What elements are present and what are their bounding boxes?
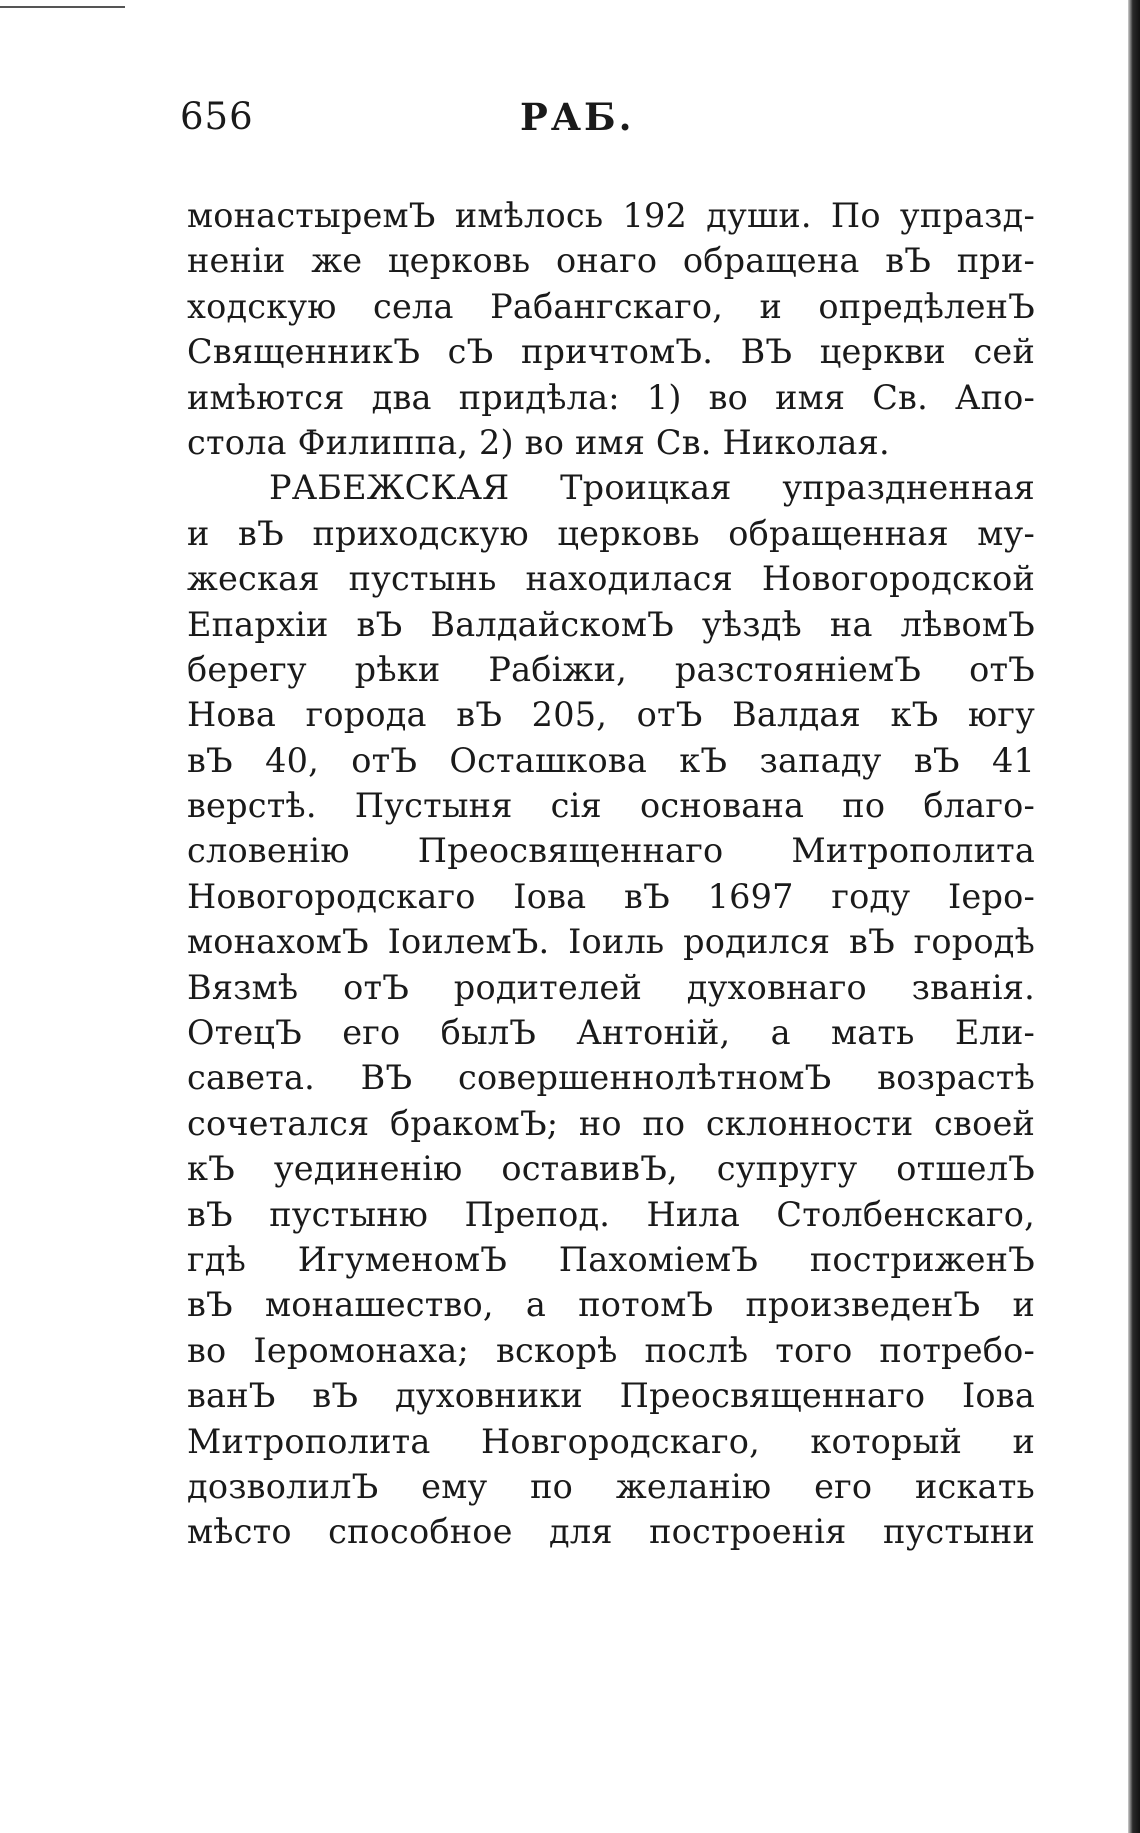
text-line: Нова города вЪ 205, отЪ Валдая кЪ югу	[187, 695, 1035, 735]
text-line: монахомЪ ІоилемЪ. Іоиль родился вЪ городѣ	[187, 922, 1035, 962]
text-line: Митрополита Новгородскаго, который и	[187, 1421, 1035, 1461]
text-line: словенію Преосвященнаго Митрополита	[187, 831, 1035, 871]
text-line: Епархіи вЪ ВалдайскомЪ уѣздѣ на лѣвомЪ	[187, 604, 1035, 644]
text-line: берегу рѣки Рабіжи, разстояніемЪ отЪ	[187, 649, 1035, 689]
text-line: вЪ монашество, а потомЪ произведенЪ и	[187, 1285, 1035, 1325]
running-head: РАБ.	[520, 95, 635, 139]
page-spine-edge	[1128, 0, 1140, 1833]
text-line: гдѣ ИгуменомЪ ПахоміемЪ постриженЪ	[187, 1239, 1035, 1279]
text-line: дозволилЪ ему по желанію его искать	[187, 1466, 1035, 1506]
text-line: савета. ВЪ совершеннолѣтномЪ возрастѣ	[187, 1058, 1035, 1098]
text-line: жеская пустынь находилася Новогородской	[187, 559, 1035, 599]
text-line: стола Филиппа, 2) во имя Св. Николая.	[187, 422, 890, 462]
text-line: ходскую села Рабангскаго, и опредѣленЪ	[187, 286, 1035, 326]
text-line: ванЪ вЪ духовники Преосвященнаго Іова	[187, 1376, 1035, 1416]
text-line: неніи же церковь онаго обращена вЪ при-	[187, 241, 1035, 281]
top-rule	[0, 6, 125, 8]
text-line: РАБЕЖСКАЯ Троицкая упраздненная	[269, 468, 1035, 508]
text-line: сочетался бракомЪ; но по склонности своей	[187, 1103, 1035, 1143]
text-line: верстѣ. Пустыня сія основана по благо-	[187, 786, 1035, 826]
text-line: во Іеромонаха; вскорѣ послѣ того потребо-	[187, 1330, 1035, 1370]
text-line: СвященникЪ сЪ причтомЪ. ВЪ церкви сей	[187, 332, 1035, 372]
page-number: 656	[180, 95, 254, 138]
text-line: вЪ 40, отЪ Осташкова кЪ западу вЪ 41	[187, 740, 1035, 780]
text-line: Новогородскаго Іова вЪ 1697 году Іеро-	[187, 876, 1035, 916]
text-line: кЪ уединенію оставивЪ, супругу отшелЪ	[187, 1149, 1035, 1189]
text-line: Вязмѣ отЪ родителей духовнаго званія.	[187, 967, 1035, 1007]
text-line: мѣсто способное для построенія пустыни	[187, 1512, 1035, 1552]
body-text	[187, 193, 1035, 1555]
text-line: монастыремЪ имѣлось 192 души. По упразд-	[187, 196, 1035, 235]
text-line: вЪ пустыню Препод. Нила Столбенскаго,	[187, 1194, 1035, 1234]
page-header	[180, 95, 1030, 155]
text-line: имѣются два придѣла: 1) во имя Св. Апо-	[187, 377, 1035, 417]
text-line: ОтецЪ его былЪ Антоній, а мать Ели-	[187, 1013, 1035, 1053]
text-line: и вЪ приходскую церковь обращенная му-	[187, 513, 1035, 553]
